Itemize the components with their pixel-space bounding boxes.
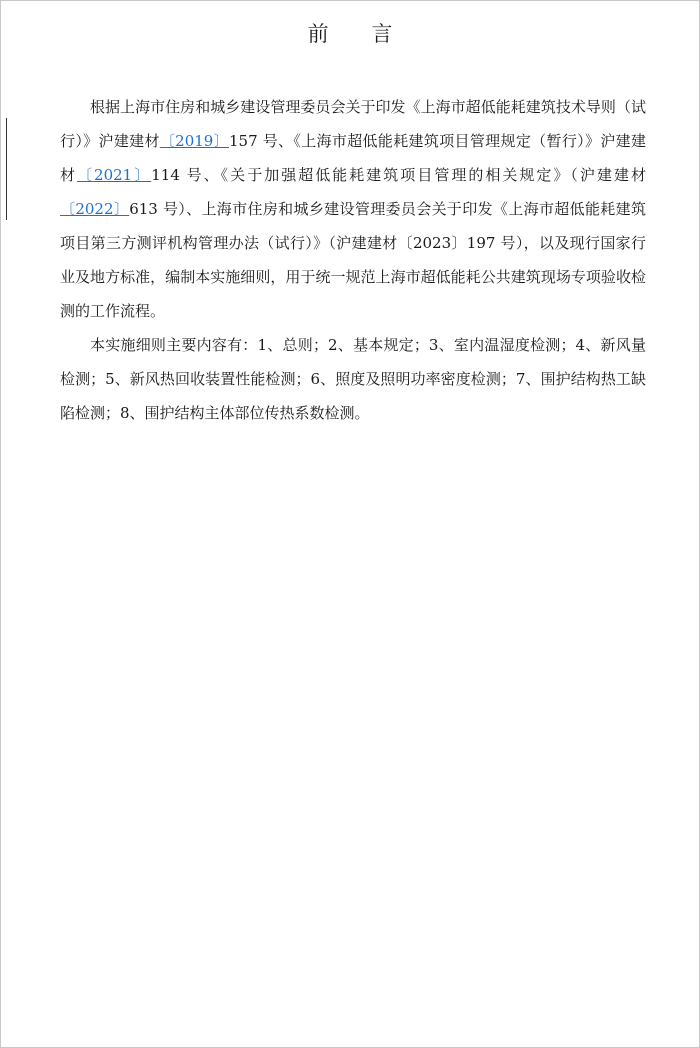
- preface-paragraph-1: [60, 90, 646, 328]
- revision-mark-2022: 〔2022〕: [60, 200, 130, 218]
- paragraph-1-text-3: 114 号、《关于加强超低能耗建筑项目管理的相关规定》（沪建建材: [151, 166, 646, 184]
- paragraph-1-text-1: 根据上海市住房和城乡建设管理委员会关于印发《上海市超低能耗建筑技术导则（试行）》沪建建材: [60, 98, 646, 150]
- page-title: 前 言: [307, 22, 411, 46]
- preface-paragraph-2: 本实施细则主要内容有：1、总则；2、基本规定；3、室内温湿度检测；4、新风量检测；5、新风热回收装置性能检测；6、照度及照明功率密度检测；7、围护结构热工缺陷检测；8、围护结构主体部位传热系数检测。: [60, 336, 646, 422]
- paragraph-1-text-4: 613 号）、上海市住房和城乡建设管理委员会关于印发《上海市超低能耗建筑项目第三方测评机构管理办法（试行）》（沪建建材〔2023〕197 号），以及现行国家行业及地方标准，编制本实施细则，用于统一规范上海市超低能耗公共建筑现场专项验收检测的工作流程。: [60, 200, 646, 320]
- revision-mark-2021: 〔2021〕: [77, 166, 152, 184]
- change-bar: [6, 118, 7, 220]
- paragraph-1-text-2: 157 号、《上海市超低能耗建筑项目管理规定（暂行）》沪建建材: [60, 132, 646, 184]
- body-text: [60, 90, 646, 430]
- revision-mark-2019: 〔2019〕: [159, 132, 229, 150]
